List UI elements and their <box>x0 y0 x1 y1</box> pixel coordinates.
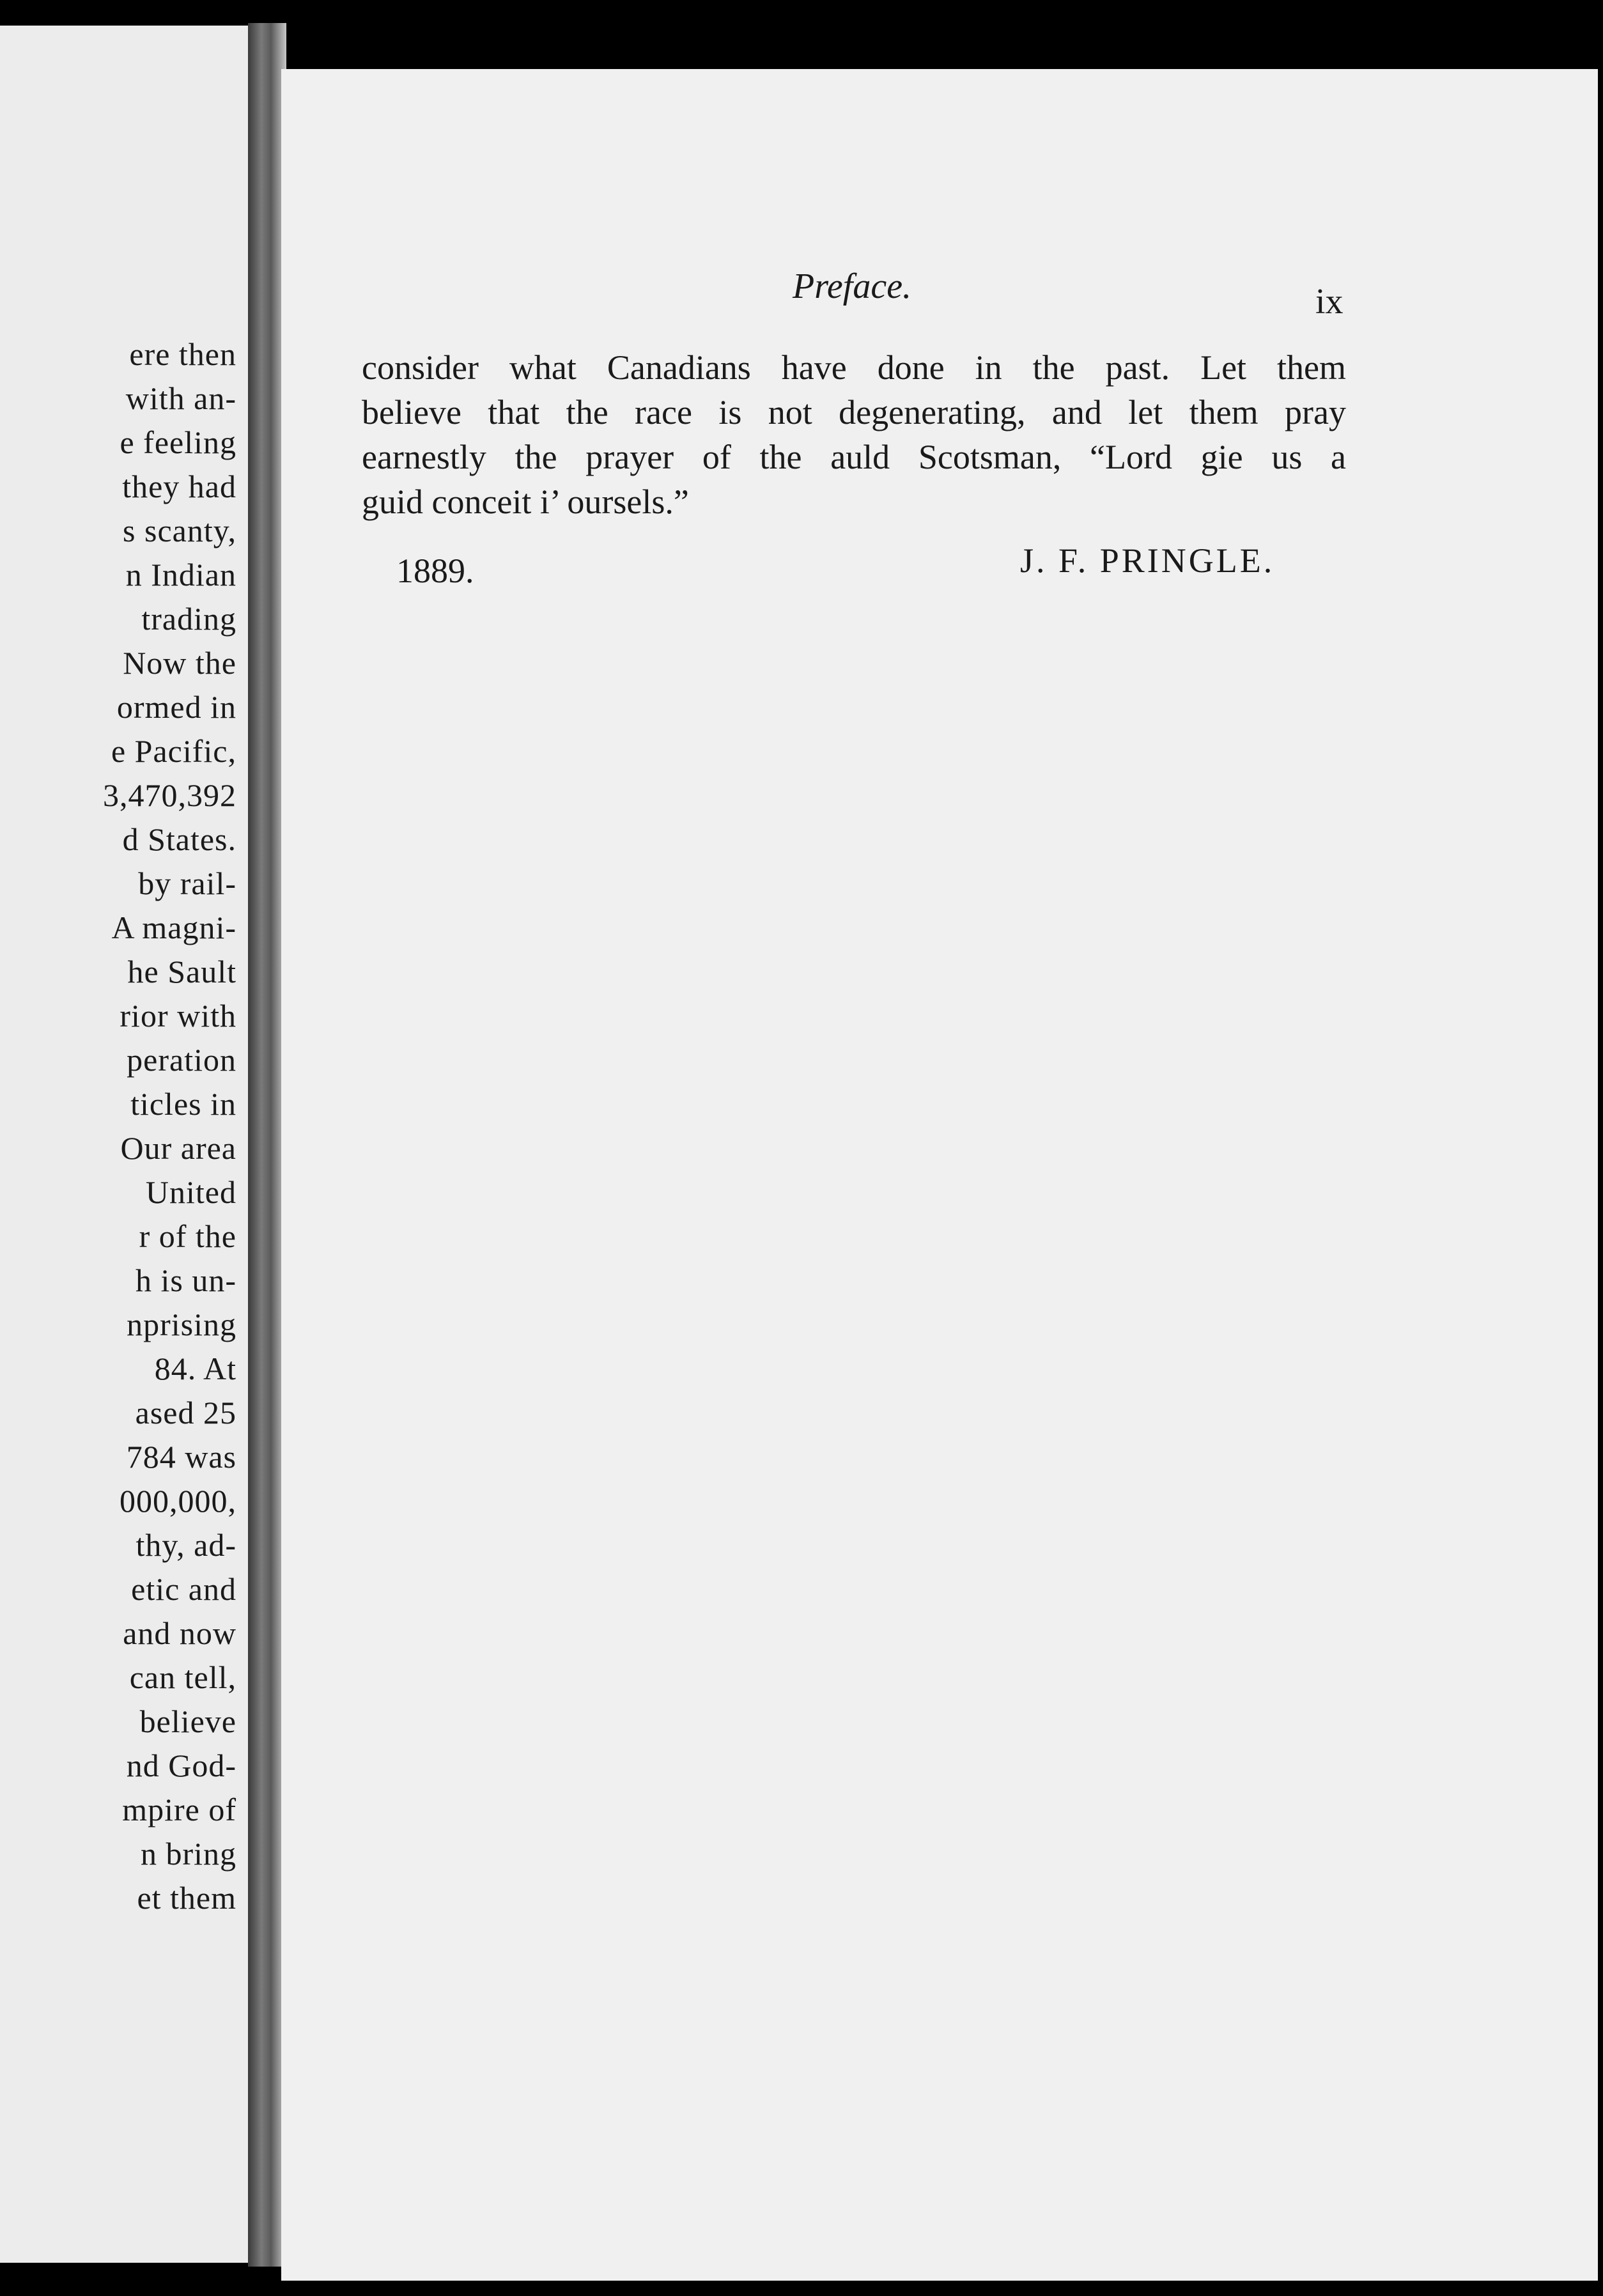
left-page-line: e Pacific, <box>111 733 236 769</box>
book-gutter <box>248 23 286 2267</box>
left-page-line: 784 was <box>126 1439 236 1475</box>
left-page-line: n Indian <box>125 557 236 593</box>
body-line: believe that the race is not degenerating, and let them pray <box>362 393 1346 431</box>
body-line: earnestly the prayer of the auld Scotsman, “Lord gie us a <box>362 438 1346 476</box>
left-page-line: they had <box>122 469 236 504</box>
left-page-line: nd God- <box>126 1748 236 1783</box>
left-page-line: ere then <box>129 336 236 372</box>
left-page-line: Now the <box>123 645 236 681</box>
left-page-line: h is un- <box>136 1262 236 1298</box>
body-line: guid conceit i’ oursels.” <box>362 483 689 521</box>
left-page-line: with an- <box>125 380 236 416</box>
left-page-line: by rail- <box>138 865 236 901</box>
left-page-line: mpire of <box>122 1792 236 1827</box>
signature-date: 1889. <box>396 552 474 590</box>
left-page-line: believe <box>139 1703 236 1739</box>
left-page-line: etic and <box>131 1571 236 1607</box>
left-page-line: n bring <box>140 1836 236 1872</box>
left-page-line: ormed in <box>116 689 236 725</box>
left-page-line: A magni- <box>111 910 236 945</box>
left-page-line: et them <box>137 1880 236 1916</box>
left-page-line: 3,470,392 <box>103 777 236 813</box>
running-header-title: Preface. <box>793 267 912 306</box>
left-page-line: 000,000, <box>120 1483 236 1519</box>
left-page-line: nprising <box>127 1307 236 1342</box>
left-page-line: and now <box>123 1615 236 1651</box>
body-line: consider what Canadians have done in the past. Let them <box>362 348 1346 387</box>
left-page-line: can tell, <box>129 1659 236 1695</box>
page-number: ix <box>1315 282 1344 322</box>
left-page-line: peration <box>127 1042 236 1078</box>
preface-body <box>362 345 1346 524</box>
left-page-line: s scanty, <box>123 513 236 548</box>
left-page-line: thy, ad- <box>136 1527 236 1563</box>
left-page <box>0 26 248 2263</box>
left-page-line: 84. At <box>154 1351 236 1386</box>
left-page-line: ticles in <box>130 1086 236 1122</box>
left-page-line: ased 25 <box>135 1395 236 1431</box>
left-page-line: United <box>145 1174 236 1210</box>
left-page-line: trading <box>141 601 236 637</box>
left-page-line: rior with <box>120 998 236 1034</box>
signature-name: J. F. PRINGLE. <box>1020 541 1275 580</box>
left-page-line: he Sault <box>127 954 236 989</box>
left-page-line: Our area <box>120 1130 236 1166</box>
left-page-line: d States. <box>122 821 236 857</box>
left-page-line: e feeling <box>120 424 236 460</box>
left-page-line: r of the <box>139 1218 236 1254</box>
